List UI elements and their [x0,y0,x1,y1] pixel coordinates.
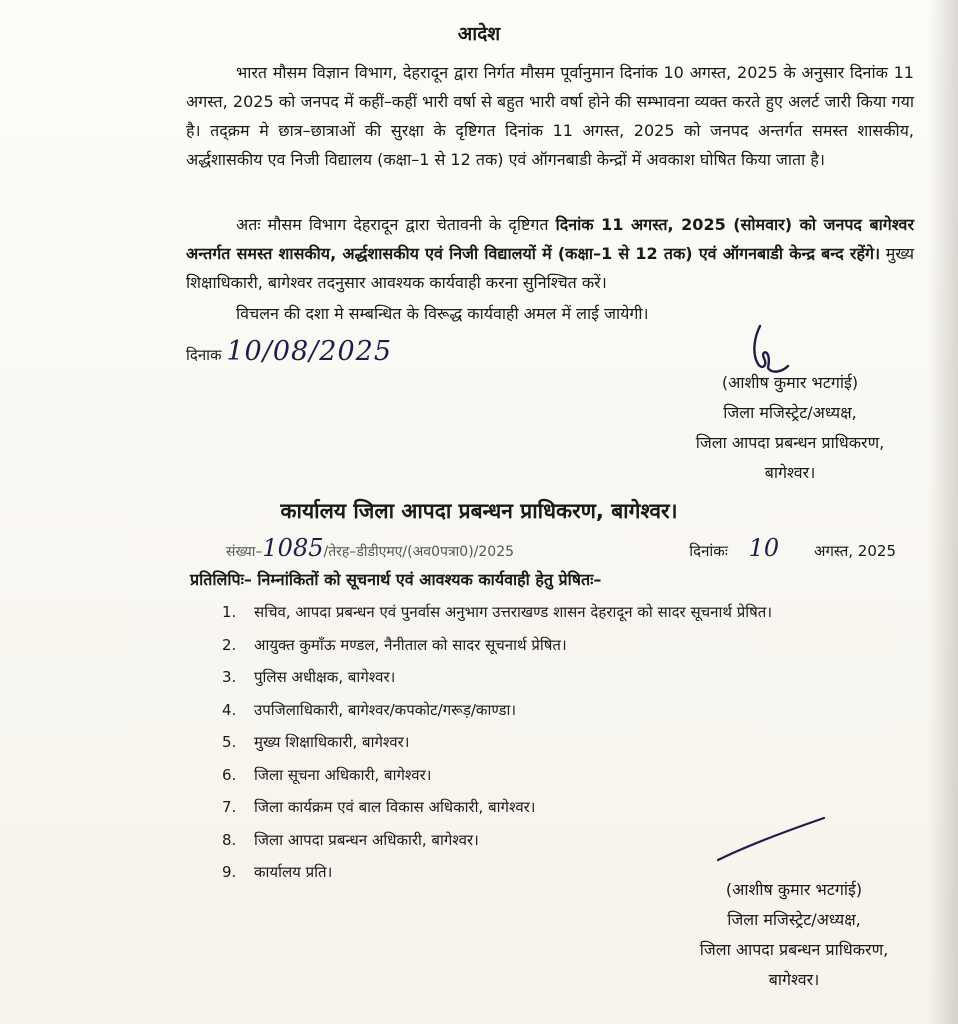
page-edge-shadow [928,0,958,1024]
order-date-label: दिनाक [186,346,222,364]
order-paragraph-3 [186,299,914,328]
recipient-item [222,759,922,792]
order-paragraph-1 [186,58,914,174]
order-paragraph-2-start: अतः मौसम विभाग देहरादून द्वारा चेतावनी के दृष्टिगत [236,215,549,234]
recipient-text: जिला सूचना अधिकारी, बागेश्वर। [254,765,432,784]
recipient-item [222,694,922,727]
signature-1-name: (आशीष कुमार भटगांई) [721,373,859,392]
recipient-item [222,629,922,662]
recipient-text: पुलिस अधीक्षक, बागेश्वर। [254,668,396,687]
recipient-text: उपजिलाधिकारी, बागेश्वर/कपकोट/गरूड़/काण्डा। [254,700,517,719]
recipient-number: 2. [222,635,237,654]
recipient-text: मुख्य शिक्षाधिकारी, बागेश्वर। [254,733,410,752]
order-title: आदेश [457,23,501,45]
signature-2-mark [712,814,832,864]
signature-1-block [660,368,920,488]
order-paragraph-3-text: विचलन की दशा मे सम्बन्धित के विरूद्ध कार्यवाही अमल में लाई जायेगी। [236,304,649,323]
ref-date-day-handwritten: 10 [748,534,780,562]
order-paragraph-2-end: मुख्य शिक्षाधिकारी, बागेश्वर तदनुसार आवश्यक कार्यवाही करना सुनिश्चित करें। [186,244,914,292]
reference-line [226,534,896,562]
signature-2-name: (आशीष कुमार भटगांई) [725,880,863,899]
ref-date-label: दिनांकः [689,542,728,560]
signature-1-authority: जिला आपदा प्रबन्धन प्राधिकरण, [695,433,885,452]
signature-2-authority: जिला आपदा प्रबन्धन प्राधिकरण, [699,940,889,959]
recipient-number: 1. [222,603,237,622]
order-paragraph-2 [186,210,914,297]
recipient-number: 4. [222,700,237,719]
order-paragraph-2-bold: दिनांक 11 अगस्त, 2025 (सोमवार) को जनपद बागेश्वर अन्तर्गत समस्त शासकीय, अर्द्धशासकीय एवं निजी विद्यालयों में (कक्षा–1 से 12 तक) एवं ऑगनबाडी केन्द्र बन्द रहेंगे। [186,215,915,263]
order-date-handwritten: 10/08/2025 [226,336,392,367]
recipient-text: आयुक्त कुमाँऊ मण्डल, नैनीताल को सादर सूचनार्थ प्रेषित। [254,635,567,654]
recipient-text: जिला आपदा प्रबन्धन अधिकारी, बागेश्वर। [254,830,479,849]
copy-heading: प्रतिलिपिः– निम्नांकितों को सूचनार्थ एवं आवश्यक कार्यवाही हेतु प्रेषितः– [190,570,602,589]
recipient-number: 8. [222,830,237,849]
recipient-number: 3. [222,668,237,687]
recipient-item [222,726,922,759]
recipient-text: सचिव, आपदा प्रबन्धन एवं पुनर्वास अनुभाग उत्तराखण्ड शासन देहरादून को सादर सूचनार्थ प्रेषित। [254,603,773,622]
signature-2-place: बागेश्वर। [768,970,820,989]
signature-1-designation: जिला मजिस्ट्रेट/अध्यक्ष, [723,403,857,422]
recipient-text: कार्यालय प्रति। [254,863,333,882]
recipient-number: 5. [222,733,237,752]
recipient-item [222,661,922,694]
ref-date [689,534,896,562]
ref-suffix: /तेरह–डीडीएमए/(अव0पत्रा0)/2025 [323,544,515,560]
ref-number-handwritten: 1085 [262,534,324,562]
signature-2-designation: जिला मजिस्ट्रेट/अध्यक्ष, [727,910,861,929]
recipient-number: 7. [222,798,237,817]
order-date [186,336,392,367]
order-paragraph-1-text: भारत मौसम विज्ञान विभाग, देहरादून द्वारा निर्गत मौसम पूर्वानुमान दिनांक 10 अगस्त, 2025 के अनुसार दिनांक 11 अगस्त, 2025 को जनपद में कहीं–कहीं भारी वर्षा से बहुत भारी वर्षा होने की सम्भावना व्यक्त करते हुए अलर्ट जारी किया गया है। तद्क्रम मे छात्र–छात्राओं की सुरक्षा के दृष्टिगत दिनांक 11 अगस्त, 2025 को जनपद अन्तर्गत समस्त शासकीय, अर्द्धशासकीय एव निजी विद्यालय (कक्षा–1 से 12 तक) एवं ऑगनबाडी केन्द्रों में अवकाश घोषित किया जाता है। [186,63,914,169]
ref-prefix: संख्या– [226,544,263,560]
office-heading: कार्यालय जिला आपदा प्रबन्धन प्राधिकरण, बागेश्वर। [280,499,678,523]
recipient-text: जिला कार्यक्रम एवं बाल विकास अधिकारी, बागेश्वर। [254,798,536,817]
ref-date-rest: अगस्त, 2025 [813,542,896,560]
recipient-number: 6. [222,765,237,784]
recipient-number: 9. [222,863,237,882]
recipient-item [222,596,922,629]
signature-2-block [664,875,924,995]
signature-1-place: बागेश्वर। [764,463,816,482]
